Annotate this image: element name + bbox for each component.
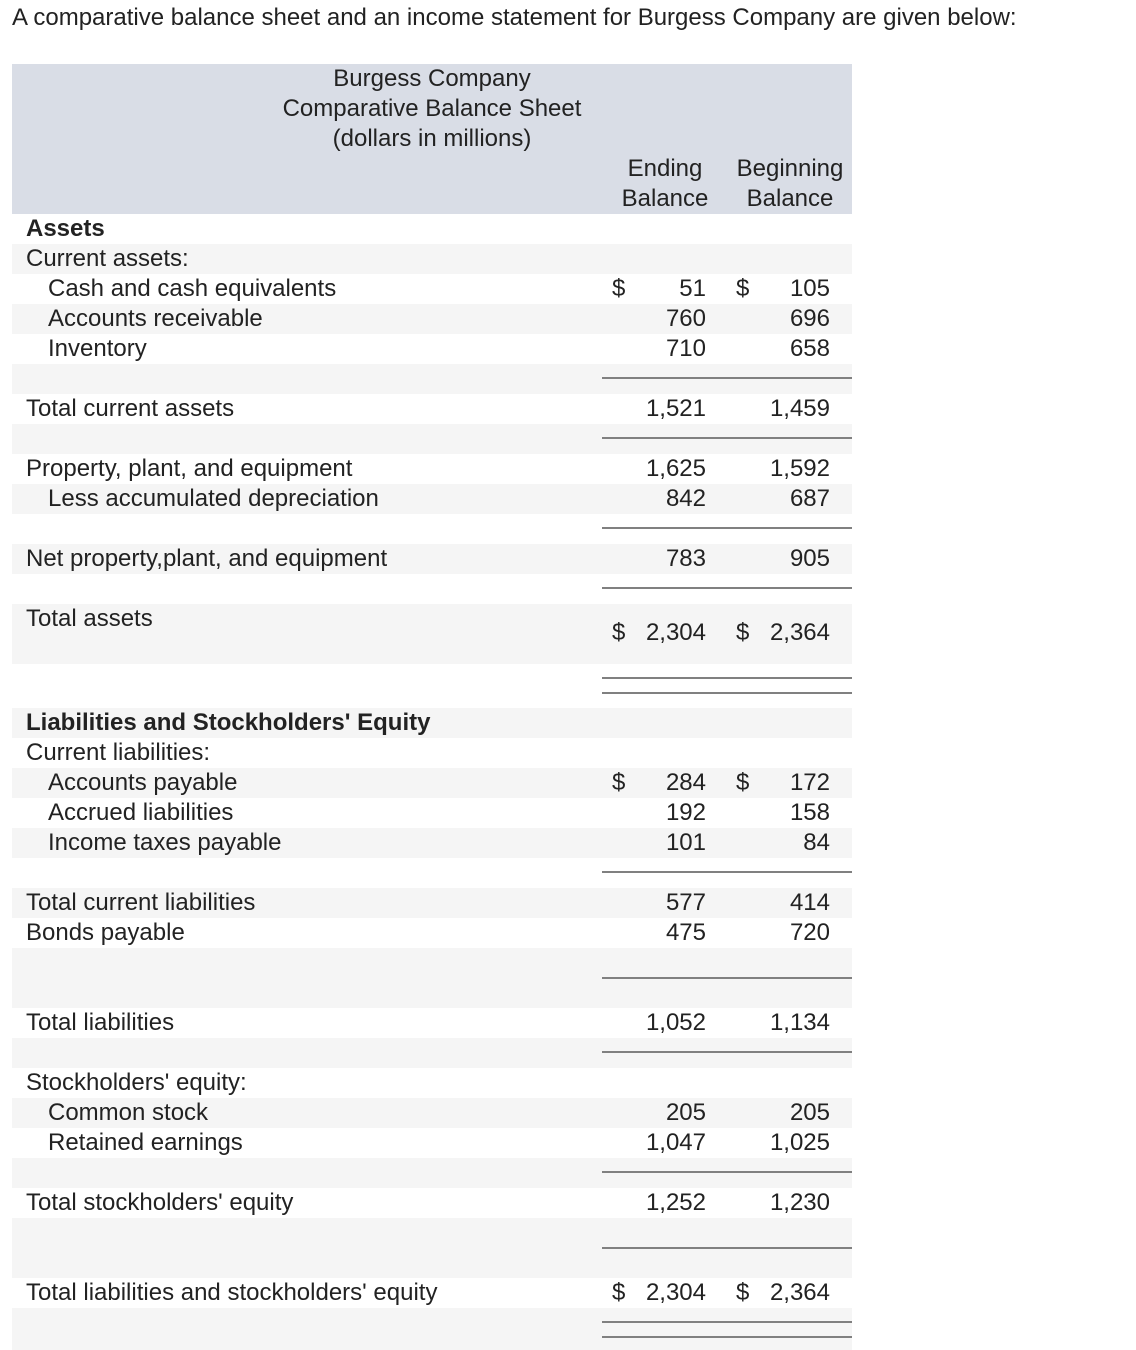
beginning-balance: 414	[789, 889, 830, 916]
row-label: Total stockholders' equity	[26, 1189, 294, 1216]
table-row	[12, 484, 852, 514]
col-beginning-line2: Balance	[746, 185, 834, 212]
beginning-balance: 696	[789, 305, 830, 332]
row-stripe	[12, 364, 852, 394]
ending-balance: 760	[665, 305, 706, 332]
dollar-sign-beginning: $	[736, 769, 750, 796]
row-label: Total current assets	[26, 395, 235, 422]
row-label: Liabilities and Stockholders' Equity	[26, 709, 431, 736]
table-row	[12, 1008, 852, 1038]
dollar-sign-beginning: $	[736, 619, 750, 646]
table-row	[12, 738, 852, 768]
dollar-sign-ending: $	[612, 769, 626, 796]
beginning-balance: 1,025	[769, 1129, 830, 1156]
ending-balance: 1,252	[645, 1189, 706, 1216]
row-label: Income taxes payable	[48, 829, 282, 856]
row-stripe	[12, 1158, 852, 1188]
row-label: Total assets	[26, 605, 153, 632]
ending-balance: 101	[665, 829, 706, 856]
row-label: Common stock	[48, 1099, 209, 1126]
table-row	[12, 708, 852, 738]
row-label: Stockholders' equity:	[26, 1069, 247, 1096]
ending-balance: 842	[665, 485, 706, 512]
total-rule	[602, 677, 852, 679]
dollar-sign-beginning: $	[736, 275, 750, 302]
table-row	[12, 1128, 852, 1158]
row-stripe	[12, 1308, 852, 1350]
row-label: Accounts receivable	[48, 305, 263, 332]
ending-balance: 577	[665, 889, 706, 916]
table-row	[12, 334, 852, 364]
table-row	[12, 1098, 852, 1128]
dollar-sign-beginning: $	[736, 1279, 750, 1306]
table-row	[12, 544, 852, 574]
table-header	[12, 64, 852, 214]
beginning-balance: 158	[789, 799, 830, 826]
table-row	[12, 394, 852, 424]
row-label: Less accumulated depreciation	[48, 485, 379, 512]
total-rule	[602, 527, 852, 529]
beginning-balance: 2,364	[769, 1279, 830, 1306]
total-rule	[602, 977, 852, 979]
ending-balance: 710	[665, 335, 706, 362]
beginning-balance: 172	[789, 769, 830, 796]
beginning-balance: 720	[789, 919, 830, 946]
table-row	[12, 768, 852, 798]
dollar-sign-ending: $	[612, 619, 626, 646]
ending-balance: 205	[665, 1099, 706, 1126]
total-rule	[602, 692, 852, 694]
units-note: (dollars in millions)	[332, 125, 532, 152]
ending-balance: 783	[665, 545, 706, 572]
total-rule	[602, 871, 852, 873]
dollar-sign-ending: $	[612, 275, 626, 302]
statement-title: Comparative Balance Sheet	[282, 95, 582, 122]
row-label: Cash and cash equivalents	[48, 275, 337, 302]
total-rule	[602, 587, 852, 589]
table-row	[12, 828, 852, 858]
table-row	[12, 1278, 852, 1308]
table-row	[12, 798, 852, 828]
dollar-sign-ending: $	[612, 1279, 626, 1306]
intro-text: A comparative balance sheet and an income statement for Burgess Company are given below:	[12, 4, 1017, 31]
table-row	[12, 1188, 852, 1218]
row-label: Accounts payable	[48, 769, 238, 796]
beginning-balance: 658	[789, 335, 830, 362]
ending-balance: 1,047	[645, 1129, 706, 1156]
row-label: Net property,plant, and equipment	[26, 545, 388, 572]
beginning-balance: 687	[789, 485, 830, 512]
table-row	[12, 918, 852, 948]
total-rule	[602, 1171, 852, 1173]
row-stripe	[12, 424, 852, 454]
beginning-balance: 84	[803, 829, 830, 856]
total-rule	[602, 1247, 852, 1249]
ending-balance: 475	[665, 919, 706, 946]
col-ending-line1: Ending	[627, 155, 703, 182]
beginning-balance: 905	[789, 545, 830, 572]
row-label: Accrued liabilities	[48, 799, 234, 826]
table-row	[12, 888, 852, 918]
ending-balance: 1,625	[645, 455, 706, 482]
beginning-balance: 2,364	[769, 619, 830, 646]
beginning-balance: 1,230	[769, 1189, 830, 1216]
ending-balance: 1,521	[645, 395, 706, 422]
total-rule	[602, 1051, 852, 1053]
row-label: Property, plant, and equipment	[26, 455, 353, 482]
table-row	[12, 1068, 852, 1098]
beginning-balance: 1,459	[769, 395, 830, 422]
row-label: Total current liabilities	[26, 889, 256, 916]
row-label: Current assets:	[26, 245, 189, 272]
table-row	[12, 274, 852, 304]
company-name: Burgess Company	[333, 65, 531, 92]
ending-balance: 2,304	[645, 619, 706, 646]
beginning-balance: 205	[789, 1099, 830, 1126]
table-row	[12, 214, 852, 244]
total-rule	[602, 377, 852, 379]
table-row	[12, 244, 852, 274]
row-label: Retained earnings	[48, 1129, 243, 1156]
table-row	[12, 604, 852, 646]
ending-balance: 192	[665, 799, 706, 826]
row-label: Current liabilities:	[26, 739, 211, 766]
row-stripe	[12, 1038, 852, 1068]
col-ending-line2: Balance	[621, 185, 709, 212]
beginning-balance: 1,592	[769, 455, 830, 482]
row-label: Inventory	[48, 335, 147, 362]
ending-balance: 284	[665, 769, 706, 796]
ending-balance: 1,052	[645, 1009, 706, 1036]
col-beginning-line1: Beginning	[736, 155, 844, 182]
total-rule	[602, 437, 852, 439]
total-rule	[602, 1336, 852, 1338]
total-rule	[602, 1321, 852, 1323]
table-row	[12, 304, 852, 334]
beginning-balance: 105	[789, 275, 830, 302]
row-label: Total liabilities	[26, 1009, 175, 1036]
row-label: Assets	[26, 215, 105, 242]
ending-balance: 51	[679, 275, 706, 302]
row-label: Total liabilities and stockholders' equity	[26, 1279, 438, 1306]
ending-balance: 2,304	[645, 1279, 706, 1306]
row-label: Bonds payable	[26, 919, 185, 946]
beginning-balance: 1,134	[769, 1009, 830, 1036]
table-row	[12, 454, 852, 484]
